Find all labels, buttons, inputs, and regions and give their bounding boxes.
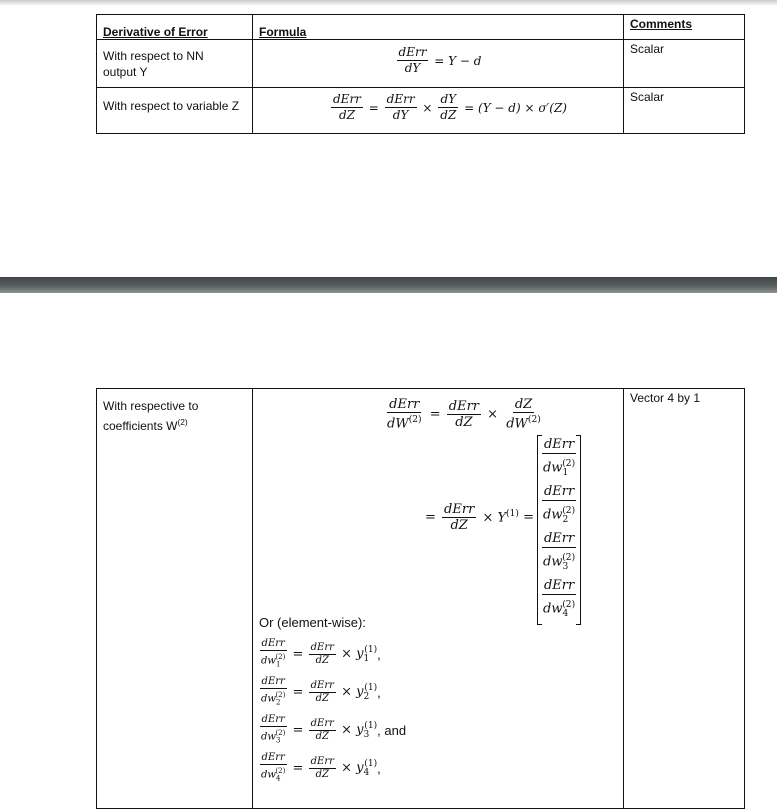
table-row	[97, 88, 745, 134]
fraction: $\frac{\text{dErr}}{dZ}$	[333, 92, 361, 122]
formula-output: $\frac{\text{dErr}}{dY}$ = Y − d	[253, 40, 624, 88]
vector-entry: dErr $dw_3^{(2)}$	[543, 530, 576, 572]
table-header-row	[97, 15, 745, 40]
elementwise-label: Or (element-wise):	[259, 615, 366, 630]
row-label-output: With respect to NN output Y	[97, 40, 253, 88]
fraction: $\frac{\text{dErr}}{dY}$	[386, 92, 415, 122]
fraction: $\frac{\text{dErr}}{dY}$	[398, 45, 427, 75]
derivative-table	[96, 14, 745, 134]
elementwise-equation: $\frac{\text{dErr}}{dw_3^{(2)}}$ = $\frac{\text{dErr}}{dZ}$ × $y_3^{(1)}$, and	[261, 714, 407, 745]
formula-z: $\frac{\text{dErr}}{dZ}$ = $\frac{\text{dErr}}{dY}$ × $\frac{dY}{dZ}$ = (Y − d) × σ′(Z)	[253, 88, 624, 134]
comment-coefficients: Vector 4 by 1	[624, 389, 745, 809]
header-comments: Comments	[624, 15, 745, 40]
second-equation: = $\frac{\text{dErr}}{dZ}$ × $Y^{(1)}$ =	[425, 502, 534, 533]
row-label-coefficients: With respective to coefficients $W^{(2)}$	[97, 389, 253, 809]
header-derivative: Derivative of Error	[97, 15, 253, 40]
row-label-z: With respect to variable Z	[97, 88, 253, 134]
elementwise-equation: $\frac{\text{dErr}}{dw_4^{(2)}}$ = $\frac{\text{dErr}}{dZ}$ × $y_4^{(1)}$,	[261, 752, 381, 783]
vector-entry: dErr $dw_2^{(2)}$	[543, 483, 576, 525]
comment-output: Scalar	[624, 40, 745, 88]
coefficients-table	[96, 388, 745, 809]
elementwise-equation: $\frac{\text{dErr}}{dw_2^{(2)}}$ = $\frac{\text{dErr}}{dZ}$ × $y_2^{(1)}$,	[261, 676, 381, 707]
elementwise-equation: $\frac{\text{dErr}}{dw_1^{(2)}}$ = $\frac{\text{dErr}}{dZ}$ × $y_1^{(1)}$,	[261, 638, 381, 669]
gradient-vector	[537, 435, 581, 625]
page-break	[0, 277, 777, 293]
formula-coefficients	[253, 389, 624, 809]
vector-entry: dErr $dw_1^{(2)}$	[543, 437, 576, 478]
page-top-edge	[0, 0, 777, 6]
main-equation: $\frac{\text{dErr}}{dW^{(2)}}$ = $\frac{\text{dErr}}{dZ}$ × $\frac{dZ}{dW^{(2)}}$	[387, 397, 541, 432]
table-row	[97, 389, 745, 809]
elementwise-list	[257, 638, 406, 790]
comment-z: Scalar	[624, 88, 745, 134]
table-row	[97, 40, 745, 88]
header-formula: Formula	[253, 15, 624, 40]
fraction: $\frac{dY}{dZ}$	[440, 92, 457, 122]
vector-entry: dErr $dw_4^{(2)}$	[543, 577, 576, 619]
